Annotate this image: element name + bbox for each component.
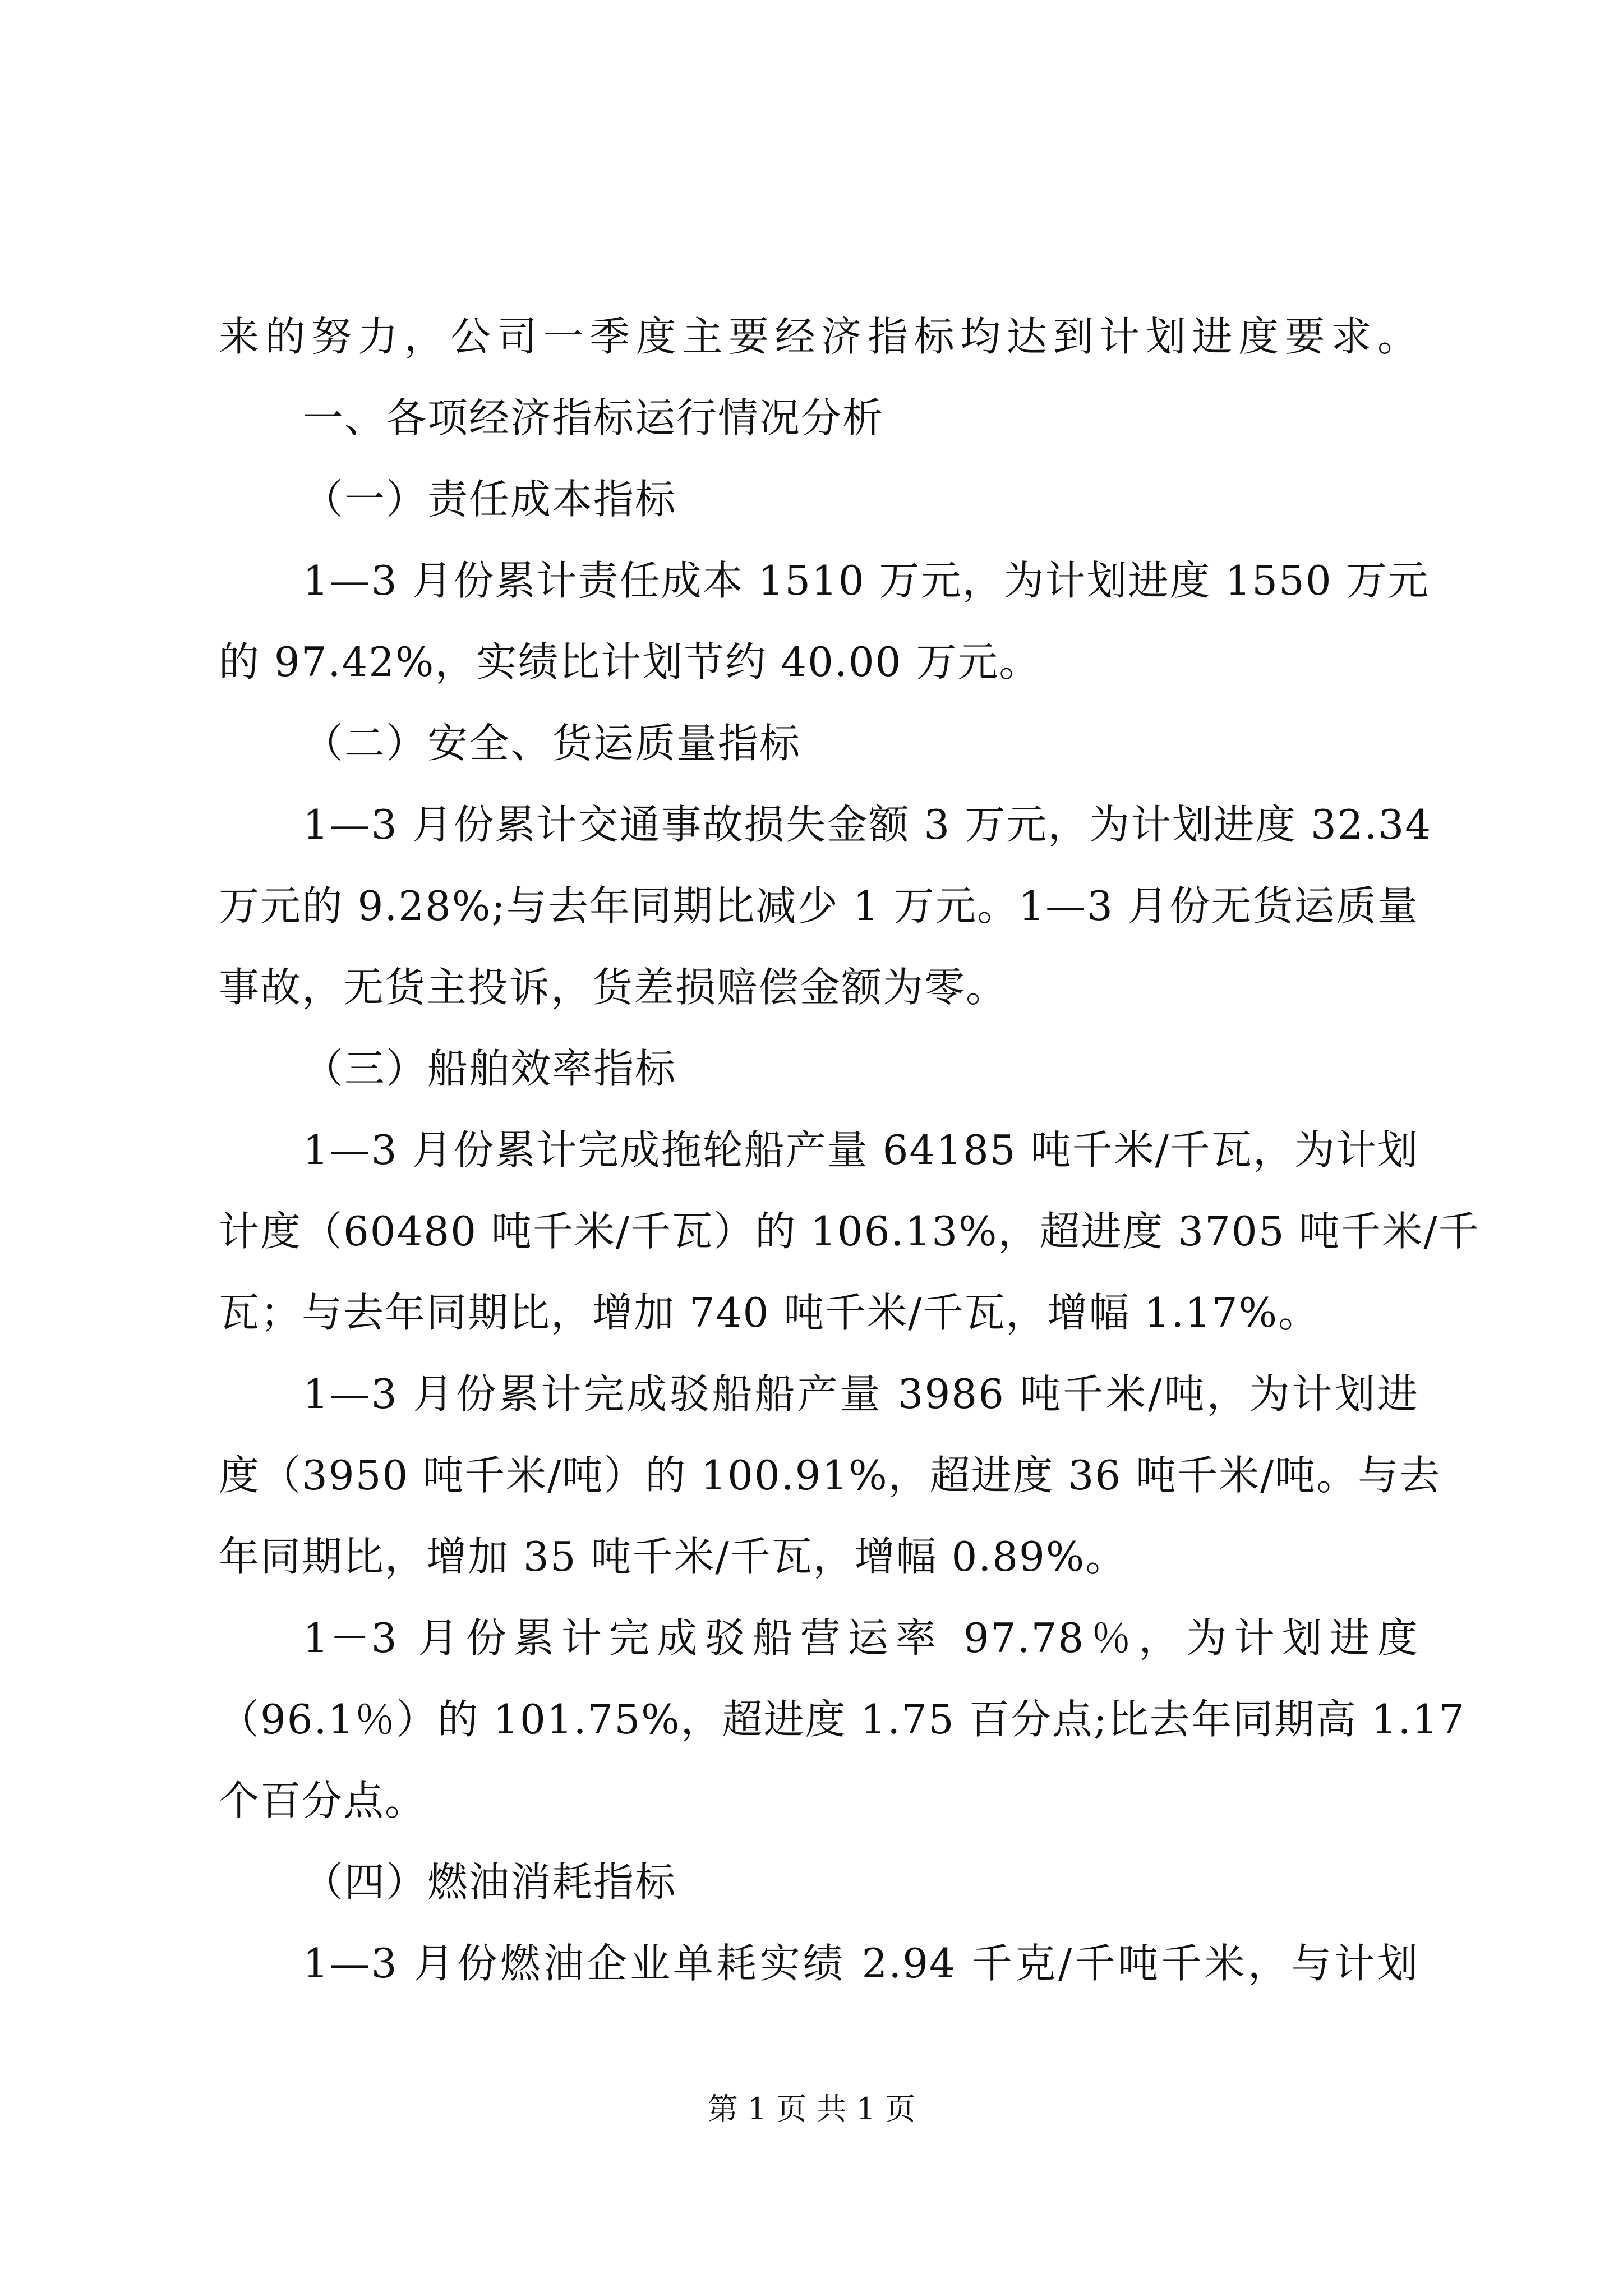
paragraph-line: 1—3 月份燃油企业单耗实绩 2.94 千克/千吨千米，与计划 bbox=[303, 1940, 1419, 1987]
subsection-heading: （四）燃油消耗指标 bbox=[303, 1858, 677, 1906]
paragraph-line: 度（3950 吨千米/吨）的 100.91%，超进度 36 吨千米/吨。与去 bbox=[219, 1452, 1441, 1499]
section-heading: 一、各项经济指标运行情况分析 bbox=[303, 394, 884, 441]
paragraph-line: 1—3 月份累计交通事故损失金额 3 万元，为计划进度 32.34 bbox=[303, 801, 1432, 848]
paragraph-line: 1－3 月份累计完成驳船营运率 97.78％，为计划进度 bbox=[303, 1614, 1419, 1662]
paragraph-line: 事故，无货主投诉，货差损赔偿金额为零。 bbox=[219, 964, 1008, 1011]
paragraph-line: 年同期比，增加 35 吨千米/千瓦，增幅 0.89%。 bbox=[219, 1533, 1127, 1580]
paragraph-line: 来的努力，公司一季度主要经济指标均达到计划进度要求。 bbox=[219, 313, 1419, 360]
paragraph-line: 计度（60480 吨千米/千瓦）的 106.13%，超进度 3705 吨千米/千 bbox=[219, 1208, 1480, 1255]
page-footer: 第 1 页 共 1 页 bbox=[707, 2091, 916, 2127]
subsection-heading: （二）安全、货运质量指标 bbox=[303, 720, 801, 767]
paragraph-line: 1—3 月份累计完成拖轮船产量 64185 吨千米/千瓦，为计划 bbox=[303, 1126, 1419, 1174]
subsection-heading: （一）责任成本指标 bbox=[303, 476, 677, 523]
paragraph-line: 的 97.42%，实绩比计划节约 40.00 万元。 bbox=[219, 638, 1041, 685]
paragraph-line: 瓦；与去年同期比，增加 740 吨千米/千瓦，增幅 1.17%。 bbox=[219, 1289, 1320, 1336]
paragraph-line: 1—3 月份累计责任成本 1510 万元，为计划进度 1550 万元 bbox=[303, 557, 1430, 604]
paragraph-line: （96.1％）的 101.75%，超进度 1.75 百分点;比去年同期高 1.17 bbox=[219, 1696, 1466, 1743]
paragraph-line: 1—3 月份累计完成驳船船产量 3986 吨千米/吨，为计划进 bbox=[303, 1370, 1419, 1418]
paragraph-line: 个百分点。 bbox=[219, 1777, 427, 1824]
paragraph-line: 万元的 9.28%;与去年同期比减少 1 万元。1—3 月份无货运质量 bbox=[219, 882, 1419, 930]
subsection-heading: （三）船舶效率指标 bbox=[303, 1045, 677, 1092]
